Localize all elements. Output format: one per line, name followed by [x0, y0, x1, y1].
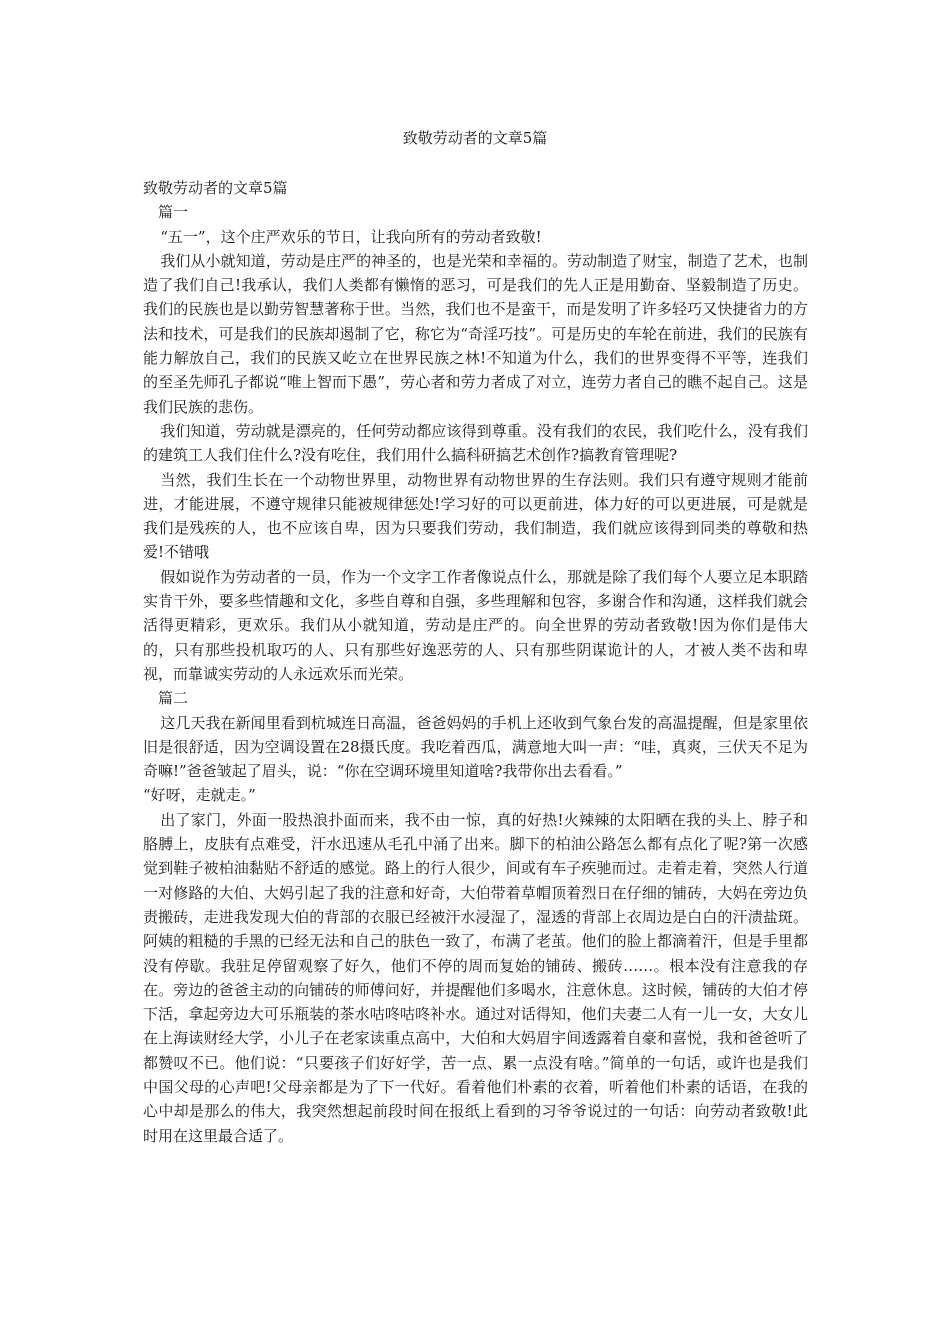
paragraph: 我们知道，劳动就是漂亮的，任何劳动都应该得到尊重。没有我们的农民，我们吃什么，没有我们的建筑工人我们住什么?没有吃住，我们用什么搞科研搞艺术创作?搞教育管理呢? [143, 421, 808, 465]
paragraph: 当然，我们生长在一个动物世界里，动物世界有动物世界的生存法则。我们只有遵守规则才能前进，才能进展，不遵守规律只能被规律惩处!学习好的可以更前进，体力好的可以更进展，可是就是我们是残疾的人，也不应该自卑，因为只要我们劳动，我们制造，我们就应该得到同类的尊敬和热爱!不错哦 [143, 470, 808, 562]
paragraph: “好呀，走就走。” [143, 786, 256, 805]
paragraph: 出了家门，外面一股热浪扑面而来，我不由一惊，真的好热!火辣辣的太阳晒在我的头上、脖子和胳膊上，皮肤有点难受，汗水迅速从毛孔中涌了出来。脚下的柏油公路怎么都有点化了呢?第一次感觉到鞋子被柏油黏贴不舒适的感觉。路上的行人很少，间或有车子疾驰而过。走着走着，突然人行道一对修路的大伯、大妈引起了我的注意和好奇，大伯带着草帽顶着烈日在仔细的铺砖，大妈在旁边负责搬砖，走进我发现大伯的背部的衣服已经被汗水浸湿了，湿透的背部上衣周边是白白的汗渍盐斑。阿姨的粗糙的手黑的已经无法和自己的肤色一致了，布满了老茧。他们的脸上都滴着汗，但是手里都没有停歇。我驻足停留观察了好久，他们不停的周而复始的铺砖、搬砖……。根本没有注意我的存在。旁边的爸爸主动的向铺砖的师傅问好，并提醒他们多喝水，注意休息。这时候，铺砖的大伯才停下活，拿起旁边大可乐瓶装的茶水咕咚咕咚补水。通过对话得知，他们夫妻二人有一儿一女，大女儿在上海读财经大学，小儿子在老家读重点高中，大伯和大妈眉宇间透露着自豪和喜悦，我和爸爸听了都赞叹不已。他们说：“只要孩子们好好学，苦一点、累一点没有啥。”简单的一句话，或许也是我们中国父母的心声吧!父母亲都是为了下一代好。看着他们朴素的衣着，听着他们朴素的话语，在我的心中却是那么的伟大，我突然想起前段时间在报纸上看到的习爷爷说过的一句话：向劳动者致敬!此时用在这里最合适了。 [143, 810, 808, 1145]
page-title: 致敬劳动者的文章5篇 [402, 129, 548, 147]
document-body [143, 176, 808, 1148]
paragraph: 我们从小就知道，劳动是庄严的神圣的，也是光荣和幸福的。劳动制造了财宝，制造了艺术，也制造了我们自己!我承认，我们人类都有懒惰的恶习，可是我们的先人正是用勤奋、坚毅制造了历史。我们的民族也是以勤劳智慧著称于世。当然，我们也不是蛮干，而是发明了许多轻巧又快捷省力的方法和技术，可是我们的民族却遏制了它，称它为“奇淫巧技”。可是历史的车轮在前进，我们的民族有能力解放自己，我们的民族又屹立在世界民族之林!不知道为什么，我们的世界变得不平等，连我们的至圣先师孔子都说“唯上智而下愚”，劳心者和劳力者成了对立，连劳力者自己的瞧不起自己。这是我们民族的悲伤。 [143, 251, 808, 416]
document-heading: 致敬劳动者的文章5篇 [143, 179, 288, 197]
paragraph: 这几天我在新闻里看到杭城连日高温，爸爸妈妈的手机上还收到气象台发的高温提醒，但是家里依旧是很舒适，因为空调设置在28摄氏度。我吃着西瓜，满意地大叫一声：“哇，真爽，三伏天不足为奇嘛!”爸爸皱起了眉头，说：“你在空调环境里知道啥?我带你出去看看。” [143, 713, 808, 781]
paragraph: 假如说作为劳动者的一员，作为一个文字工作者像说点什么，那就是除了我们每个人要立足本职踏实肯干外，要多些情趣和文化，多些自尊和自强，多些理解和包容，多谢合作和沟通，这样我们就会活得更精彩，更欢乐。我们从小就知道，劳动是庄严的。向全世界的劳动者致敬!因为你们是伟大的，只有那些投机取巧的人、只有那些好逸恶劳的人、只有那些阴谋诡计的人，才被人类不齿和卑视，而靠诚实劳动的人永远欢乐而光荣。 [143, 567, 808, 683]
section-label-2: 篇二 [158, 689, 189, 708]
paragraph: “五一”，这个庄严欢乐的节日，让我向所有的劳动者致敬! [160, 227, 542, 246]
section-label-1: 篇一 [158, 203, 189, 222]
